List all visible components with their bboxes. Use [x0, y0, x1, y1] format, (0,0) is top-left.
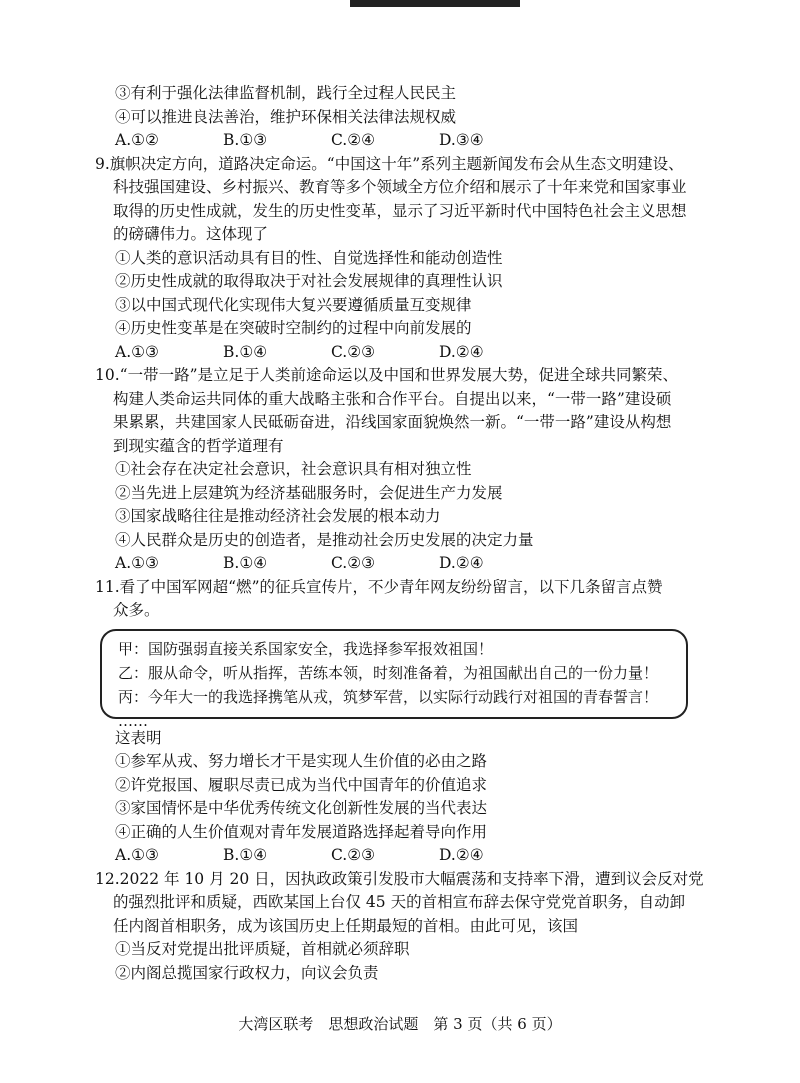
q9-choices [115, 341, 760, 365]
q11-lead: 这表明 [115, 728, 162, 747]
q9-stem-line-3: 取得的历史性成就，发生的历史性变革，显示了习近平新时代中国特色社会主义思想 [113, 201, 687, 220]
q9-choice-b: B.①④ [223, 342, 268, 361]
q10-option-3: ③国家战略往往是推动经济社会发展的根本动力 [115, 507, 441, 525]
q8-option-4: ④可以推进良法善治，维护环保相关法律法规权威 [115, 107, 457, 126]
q11-comment-box [100, 629, 688, 730]
q10-stem-line-1: 10.“一带一路”是立足于人类前途命运以及中国和世界发展大势，促进全球共同繁荣、 [95, 366, 679, 384]
q11-choice-b: B.①④ [223, 846, 268, 864]
q12-stem-line-2: 的强烈批评和质疑，西欧某国上台仅 45 天的首相宣布辞去保守党党首职务，自动卸 [113, 893, 686, 911]
q10-choice-d: D.②④ [439, 554, 484, 572]
q8-choices [115, 129, 760, 153]
q11-comment-ellipsis: …… [118, 711, 148, 730]
q8-choice-d: D.③④ [439, 131, 484, 149]
q12-option-2: ②内阁总揽国家行政权力，向议会负责 [115, 963, 379, 982]
q9-stem-line-2: 科技强国建设、乡村振兴、教育等多个领域全方位介绍和展示了十年来党和国家事业 [113, 178, 687, 196]
q10-stem-line-2: 构建人类命运共同体的重大战略主张和合作平台。自提出以来，“一带一路”建设硕 [113, 389, 672, 408]
q11-option-2: ②许党报国、履职尽责已成为当代中国青年的价值追求 [115, 775, 488, 794]
q9-option-4: ④历史性变革是在突破时空制约的过程中向前发展的 [115, 319, 472, 337]
q11-choice-c: C.②③ [331, 846, 376, 864]
q11-option-3: ③家国情怀是中华优秀传统文化创新性发展的当代表达 [115, 799, 488, 817]
q8-choice-b: B.①③ [223, 131, 268, 149]
q11-comment-jia: 甲：国防强弱直接关系国家安全，我选择参军报效祖国！ [118, 639, 494, 658]
q11-choice-a: A.①③ [115, 846, 159, 864]
q11-stem-line-2: 众多。 [113, 601, 160, 619]
q10-choice-a: A.①③ [115, 554, 159, 572]
q9-stem-line-4: 的磅礴伟力。这体现了 [113, 225, 269, 243]
q11-option-1: ①参军从戎、努力增长才干是实现人生价值的必由之路 [115, 752, 488, 770]
q11-choice-d: D.②④ [439, 846, 484, 864]
q10-stem-line-4: 到现实蕴含的哲学道理有 [113, 436, 284, 455]
q8-choice-c: C.②④ [331, 131, 376, 149]
scan-top-mark [350, 0, 520, 7]
q12-stem-line-1: 12.2022 年 10 月 20 日，因执政政策引发股市大幅震荡和支持率下滑，遭到议会反对党 [95, 869, 704, 888]
q10-choices [115, 552, 760, 576]
q9-stem-line-1: 9.旗帜决定方向，道路决定命运。“中国这十年”系列主题新闻发布会从生态文明建设、 [95, 154, 684, 173]
q12-stem-line-3: 任内阁首相职务，成为该国历史上任期最短的首相。由此可见，该国 [113, 916, 579, 935]
q9-option-2: ②历史性成就的取得取决于对社会发展规律的真理性认识 [115, 272, 503, 290]
q9-choice-a: A.①③ [115, 342, 159, 361]
q8-option-3: ③有利于强化法律监督机制，践行全过程人民民主 [115, 84, 457, 102]
q9-choice-c: C.②③ [331, 342, 376, 361]
q11-comment-yi: 乙：服从命令，听从指挥，苦练本领，时刻准备着，为祖国献出自己的一份力量！ [118, 663, 659, 682]
q9-option-3: ③以中国式现代化实现伟大复兴要遵循质量互变规律 [115, 295, 472, 314]
q11-choices [115, 844, 760, 868]
q8-choice-a: A.①② [115, 131, 159, 149]
q10-stem-line-3: 果累累，共建国家人民砥砺奋进，沿线国家面貌焕然一新。“一带一路”建设从构想 [113, 413, 672, 431]
q11-comment-bing: 丙：今年大一的我选择携笔从戎，筑梦军营，以实际行动践行对祖国的青春誓言！ [118, 687, 659, 706]
q11-stem-line-1: 11.看了中国军网超“燃”的征兵宣传片，不少青年网友纷纷留言，以下几条留言点赞 [95, 577, 663, 596]
q10-option-4: ④人民群众是历史的创造者，是推动社会历史发展的决定力量 [115, 530, 534, 549]
q10-option-2: ②当先进上层建筑为经济基础服务时，会促进生产力发展 [115, 483, 503, 502]
q9-choice-d: D.②④ [439, 342, 484, 361]
q9-option-1: ①人类的意识活动具有目的性、自觉选择性和能动创造性 [115, 248, 503, 267]
q10-option-1: ①社会存在决定社会意识，社会意识具有相对独立性 [115, 460, 472, 478]
page-footer: 大湾区联考 思想政治试题 第 3 页（共 6 页） [238, 1015, 562, 1033]
q10-choice-c: C.②③ [331, 554, 376, 572]
q11-option-4: ④正确的人生价值观对青年发展道路选择起着导向作用 [115, 822, 488, 841]
q12-option-1: ①当反对党提出批评质疑，首相就必须辞职 [115, 940, 410, 958]
q10-choice-b: B.①④ [223, 554, 268, 572]
